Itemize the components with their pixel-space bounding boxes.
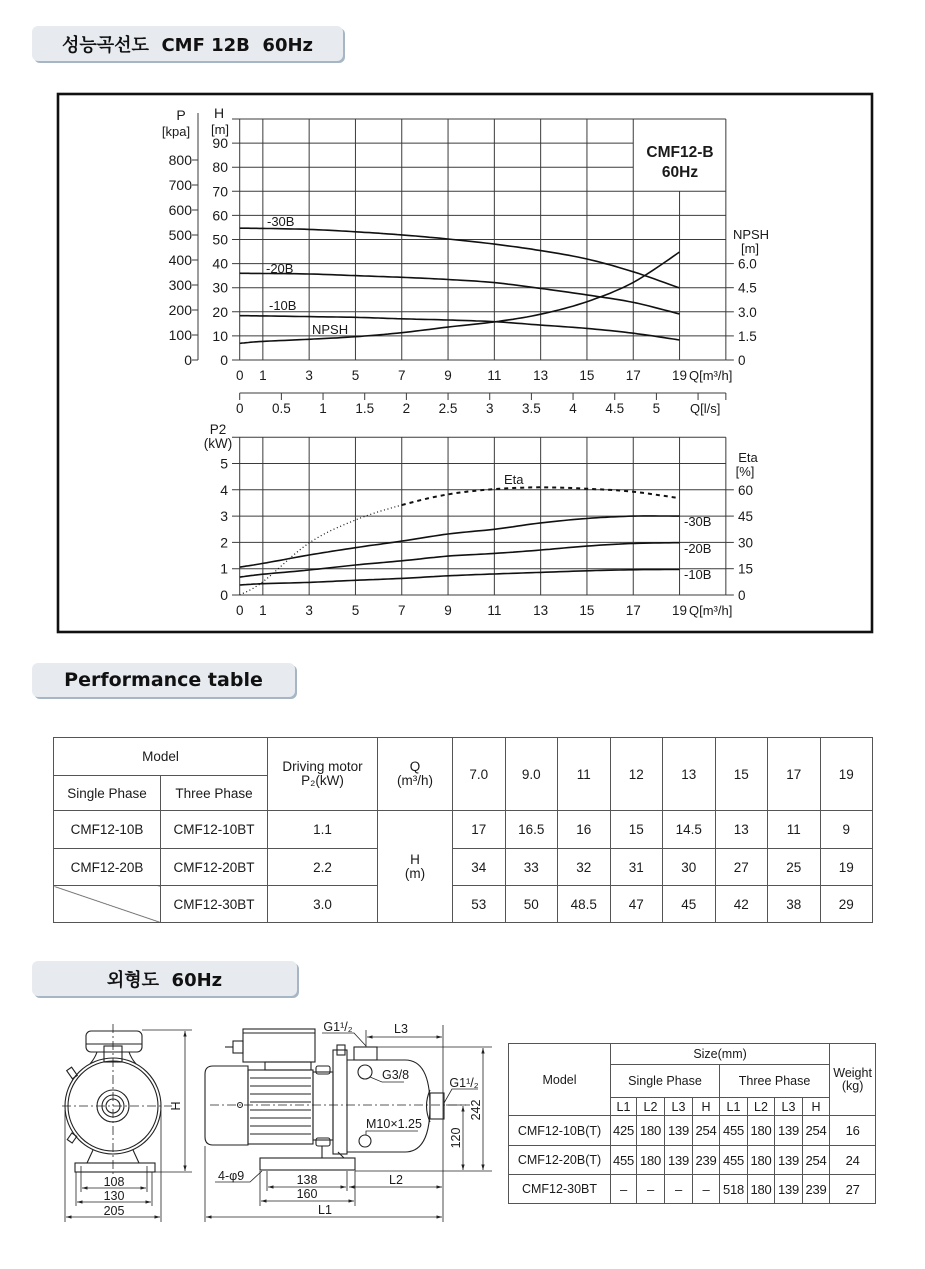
series-label-10b-power: -10B bbox=[684, 567, 712, 582]
series-label-20b: -20B bbox=[266, 261, 294, 276]
chart-frame bbox=[58, 94, 872, 632]
dim-l1: L1 bbox=[318, 1203, 332, 1217]
dim-242: 242 bbox=[469, 1099, 483, 1121]
size-value: 139 bbox=[775, 1116, 803, 1146]
power-axis-unit: (kW) bbox=[203, 436, 233, 451]
dim-l3: L3 bbox=[394, 1022, 408, 1036]
flow-ls-tick-label: 1.5 bbox=[355, 401, 375, 416]
power-efficiency-chart bbox=[220, 437, 753, 618]
size-value: 180 bbox=[748, 1175, 775, 1204]
empty-diagonal-cell bbox=[54, 886, 161, 923]
flow-ls-tick-label: 2 bbox=[402, 401, 411, 416]
flow-tick-label: 17 bbox=[625, 368, 641, 383]
size-weight: 27 bbox=[830, 1175, 876, 1204]
flow-tick-label: 15 bbox=[579, 603, 595, 618]
head-value: 19 bbox=[820, 849, 873, 886]
dim-l2: L2 bbox=[389, 1173, 403, 1187]
flow-ls-tick-label: 3.5 bbox=[521, 401, 541, 416]
size-col-header: L1 bbox=[720, 1098, 748, 1116]
flow-tick-label: 11 bbox=[487, 603, 502, 618]
flow-value: 17 bbox=[768, 738, 821, 811]
size-value: 254 bbox=[693, 1116, 720, 1146]
flow-ls-tick-label: 5 bbox=[652, 401, 661, 416]
head-tick-label: 0 bbox=[220, 352, 228, 368]
power-tick-label: 2 bbox=[220, 534, 228, 551]
series-label-eta: Eta bbox=[504, 472, 524, 487]
npsh-tick-label: 1.5 bbox=[738, 328, 757, 344]
head-value: 17 bbox=[453, 811, 506, 849]
size-model: CMF12-20B(T) bbox=[509, 1146, 611, 1175]
series-label-npsh: NPSH bbox=[312, 322, 349, 337]
flow-value: 15 bbox=[715, 738, 768, 811]
dim-160: 160 bbox=[296, 1187, 318, 1201]
head-value: 27 bbox=[715, 849, 768, 886]
head-value: 30 bbox=[663, 849, 716, 886]
header-flow-label: Q bbox=[409, 759, 421, 774]
head-value: 11 bbox=[768, 811, 821, 849]
flow-tick-label: 11 bbox=[487, 368, 502, 383]
power-tick-label: 1 bbox=[220, 560, 228, 577]
head-value: 32 bbox=[558, 849, 611, 886]
pressure-axis-unit: [kpa] bbox=[161, 124, 191, 139]
curve-30b bbox=[240, 228, 680, 288]
size-header-weight bbox=[830, 1044, 876, 1116]
chart-title-model: CMF12-B bbox=[646, 144, 714, 161]
size-header-single-phase: Single Phase bbox=[611, 1065, 720, 1098]
gauge-port-label: G3/8 bbox=[382, 1068, 410, 1082]
flow-tick-label: 7 bbox=[397, 368, 406, 383]
flow-ls-tick-label: 3 bbox=[485, 401, 494, 416]
head-value: 9 bbox=[820, 811, 873, 849]
flow-value: 12 bbox=[610, 738, 663, 811]
flow-value: 9.0 bbox=[505, 738, 558, 811]
size-value: 239 bbox=[693, 1146, 720, 1175]
size-col-header: L2 bbox=[637, 1098, 665, 1116]
size-table bbox=[508, 1043, 876, 1204]
flow-ls-tick-label: 0.5 bbox=[271, 401, 291, 416]
head-tick-label: 90 bbox=[212, 135, 228, 152]
power-tick-label: 5 bbox=[220, 455, 228, 472]
npsh-tick-label: 4.5 bbox=[738, 280, 757, 296]
inlet-side-thread-label: G1¹/₂ bbox=[449, 1076, 479, 1090]
three-phase-model: CMF12-30BT bbox=[161, 886, 268, 923]
size-value: 455 bbox=[720, 1146, 748, 1175]
flow-value: 7.0 bbox=[453, 738, 506, 811]
size-value: 455 bbox=[720, 1116, 748, 1146]
single-phase-model: CMF12-20B bbox=[54, 849, 161, 886]
header-head-label: H bbox=[410, 851, 420, 867]
dim-height-label: H bbox=[169, 1101, 183, 1111]
size-value: – bbox=[665, 1175, 693, 1204]
performance-table bbox=[53, 737, 873, 923]
size-value: 180 bbox=[637, 1116, 665, 1146]
pressure-axis-label: P bbox=[176, 107, 186, 123]
mount-holes-label: 4-φ9 bbox=[218, 1169, 245, 1183]
size-value: 239 bbox=[803, 1175, 830, 1204]
head-tick-label: 60 bbox=[212, 207, 228, 224]
head-value: 29 bbox=[820, 886, 873, 923]
header-driving-motor-label: Driving motor bbox=[282, 759, 363, 774]
size-model: CMF12-30BT bbox=[509, 1175, 611, 1204]
size-col-header: L3 bbox=[665, 1098, 693, 1116]
head-value: 13 bbox=[715, 811, 768, 849]
size-col-header: L1 bbox=[611, 1098, 637, 1116]
eta-tick-label: 15 bbox=[738, 561, 754, 577]
flow-ls-tick-label: 0 bbox=[235, 401, 244, 416]
size-value: 180 bbox=[748, 1116, 775, 1146]
header-three-phase: Three Phase bbox=[161, 776, 268, 811]
series-label-10b: -10B bbox=[269, 298, 297, 313]
header-head-unit: (m) bbox=[404, 865, 426, 881]
size-header-model: Model bbox=[509, 1044, 611, 1116]
npsh-tick-label: 0 bbox=[738, 353, 746, 368]
drain-port-label: M10×1.25 bbox=[366, 1117, 422, 1131]
header-flow-unit: (m³/h) bbox=[397, 773, 433, 788]
header-flow bbox=[378, 738, 453, 811]
size-model: CMF12-10B(T) bbox=[509, 1116, 611, 1146]
head-value: 15 bbox=[610, 811, 663, 849]
flow-tick-label: 1 bbox=[259, 368, 267, 383]
flow-ls-axis-label: Q[l/s] bbox=[690, 401, 721, 416]
size-value: 254 bbox=[803, 1116, 830, 1146]
power-curve-20b bbox=[240, 543, 680, 577]
head-tick-label: 70 bbox=[212, 183, 228, 200]
npsh-tick-label: 3.0 bbox=[738, 304, 757, 320]
dimension-drawing-title: 외형도 60Hz bbox=[32, 961, 297, 996]
flow-ls-tick-label: 2.5 bbox=[438, 401, 458, 416]
dim-130: 130 bbox=[103, 1189, 125, 1203]
flow-ls-tick-label: 4.5 bbox=[605, 401, 625, 416]
flow-value: 19 bbox=[820, 738, 873, 811]
flow-tick-label: 1 bbox=[259, 603, 267, 618]
head-value: 53 bbox=[453, 886, 506, 923]
flow-axis-label-2: Q[m³/h] bbox=[689, 603, 733, 618]
power-curve-30b bbox=[240, 516, 680, 567]
flow-tick-label: 7 bbox=[397, 603, 406, 618]
header-single-phase: Single Phase bbox=[54, 776, 161, 811]
head-value: 34 bbox=[453, 849, 506, 886]
side-view bbox=[205, 1020, 492, 1222]
header-driving-motor-unit: P₂(kW) bbox=[301, 773, 344, 788]
size-weight: 16 bbox=[830, 1116, 876, 1146]
flow-tick-label: 13 bbox=[533, 603, 549, 618]
power-tick-label: 3 bbox=[220, 508, 228, 525]
outlet-top-thread-label: G1¹/₂ bbox=[323, 1020, 353, 1034]
size-header-weight-unit: (kg) bbox=[841, 1078, 864, 1093]
flow-tick-label: 9 bbox=[444, 368, 452, 383]
table-row bbox=[54, 811, 873, 849]
eta-axis-unit: [%] bbox=[735, 464, 755, 479]
size-header-three-phase: Three Phase bbox=[720, 1065, 830, 1098]
pressure-tick-label: 800 bbox=[168, 152, 192, 168]
chart-title-frequency: 60Hz bbox=[661, 164, 699, 181]
performance-curve-title: 성능곡선도 CMF 12B 60Hz bbox=[32, 26, 343, 61]
dimension-drawing bbox=[0, 1010, 500, 1235]
flow-tick-label: 13 bbox=[533, 368, 549, 383]
size-value: – bbox=[637, 1175, 665, 1204]
dim-120: 120 bbox=[449, 1127, 463, 1149]
size-value: 180 bbox=[748, 1146, 775, 1175]
flow-tick-label: 0 bbox=[235, 603, 244, 618]
size-value: 425 bbox=[611, 1116, 637, 1146]
head-value: 31 bbox=[610, 849, 663, 886]
pressure-tick-label: 300 bbox=[168, 277, 192, 293]
size-value: 139 bbox=[775, 1175, 803, 1204]
head-value: 25 bbox=[768, 849, 821, 886]
size-col-header: L3 bbox=[775, 1098, 803, 1116]
size-col-header: H bbox=[693, 1098, 720, 1116]
size-weight: 24 bbox=[830, 1146, 876, 1175]
size-value: 139 bbox=[665, 1146, 693, 1175]
flow-axis-label: Q[m³/h] bbox=[689, 368, 733, 383]
flow-tick-label: 17 bbox=[625, 603, 641, 618]
series-label-30b: -30B bbox=[267, 214, 295, 229]
npsh-axis-label: NPSH bbox=[732, 227, 770, 242]
eta-tick-label: 45 bbox=[738, 509, 754, 525]
power-axis-label: P2 bbox=[209, 422, 227, 437]
flow-tick-label: 5 bbox=[351, 603, 360, 618]
dim-205: 205 bbox=[103, 1204, 125, 1218]
flow-tick-label: 19 bbox=[672, 603, 688, 618]
pressure-tick-label: 0 bbox=[184, 352, 192, 368]
front-view bbox=[62, 1024, 192, 1222]
table-row bbox=[54, 886, 873, 923]
flow-tick-label: 3 bbox=[305, 368, 313, 383]
pressure-tick-label: 500 bbox=[168, 227, 192, 243]
npsh-tick-label: 6.0 bbox=[738, 256, 757, 272]
header-head bbox=[378, 811, 453, 923]
dim-108: 108 bbox=[103, 1175, 125, 1189]
eta-tick-label: 30 bbox=[738, 535, 754, 551]
size-col-header: L2 bbox=[748, 1098, 775, 1116]
series-label-30b-power: -30B bbox=[684, 514, 712, 529]
pressure-tick-label: 400 bbox=[168, 252, 192, 268]
eta-axis-label: Eta bbox=[738, 450, 758, 465]
table-row bbox=[509, 1175, 876, 1204]
table-row bbox=[509, 1146, 876, 1175]
head-value: 16.5 bbox=[505, 811, 558, 849]
size-value: – bbox=[693, 1175, 720, 1204]
pressure-tick-label: 100 bbox=[168, 327, 192, 343]
head-value: 47 bbox=[610, 886, 663, 923]
size-value: 139 bbox=[775, 1146, 803, 1175]
single-phase-model: CMF12-10B bbox=[54, 811, 161, 849]
pressure-tick-label: 600 bbox=[168, 202, 192, 218]
flow-tick-label: 9 bbox=[444, 603, 452, 618]
size-value: – bbox=[611, 1175, 637, 1204]
size-header-size: Size(mm) bbox=[611, 1044, 830, 1065]
head-axis-unit: [m] bbox=[210, 122, 230, 137]
header-driving-motor bbox=[268, 738, 378, 811]
pressure-tick-label: 200 bbox=[168, 302, 192, 318]
motor-power: 3.0 bbox=[268, 886, 378, 923]
head-tick-label: 80 bbox=[212, 159, 228, 176]
flow-ls-tick-label: 1 bbox=[319, 401, 327, 416]
head-tick-label: 10 bbox=[212, 327, 228, 344]
flow-tick-label: 15 bbox=[579, 368, 595, 383]
eta-tick-label: 0 bbox=[738, 588, 746, 603]
head-value: 45 bbox=[663, 886, 716, 923]
size-col-header: H bbox=[803, 1098, 830, 1116]
size-value: 139 bbox=[665, 1116, 693, 1146]
flow-ls-tick-label: 4 bbox=[569, 401, 577, 416]
motor-power: 1.1 bbox=[268, 811, 378, 849]
three-phase-model: CMF12-20BT bbox=[161, 849, 268, 886]
head-tick-label: 20 bbox=[212, 303, 228, 320]
head-tick-label: 30 bbox=[212, 279, 228, 296]
head-tick-label: 50 bbox=[212, 231, 228, 248]
head-value: 50 bbox=[505, 886, 558, 923]
curve-20b bbox=[240, 273, 680, 314]
head-axis-label: H bbox=[213, 105, 225, 121]
flow-value: 11 bbox=[558, 738, 611, 811]
dim-138: 138 bbox=[296, 1173, 318, 1187]
size-value: 180 bbox=[637, 1146, 665, 1175]
power-tick-label: 4 bbox=[220, 481, 228, 498]
size-value: 254 bbox=[803, 1146, 830, 1175]
flow-tick-label: 3 bbox=[305, 603, 313, 618]
power-tick-label: 0 bbox=[220, 587, 228, 603]
flow-tick-label: 5 bbox=[351, 368, 360, 383]
head-value: 14.5 bbox=[663, 811, 716, 849]
head-value: 38 bbox=[768, 886, 821, 923]
performance-table-title: Performance table bbox=[32, 663, 295, 697]
size-value: 455 bbox=[611, 1146, 637, 1175]
eta-tick-label: 60 bbox=[738, 482, 754, 498]
three-phase-model: CMF12-10BT bbox=[161, 811, 268, 849]
flow-value: 13 bbox=[663, 738, 716, 811]
size-value: 518 bbox=[720, 1175, 748, 1204]
head-tick-label: 40 bbox=[212, 255, 228, 272]
flow-tick-label: 19 bbox=[672, 368, 688, 383]
head-value: 42 bbox=[715, 886, 768, 923]
motor-power: 2.2 bbox=[268, 849, 378, 886]
series-label-20b-power: -20B bbox=[684, 541, 712, 556]
table-row bbox=[509, 1116, 876, 1146]
table-row bbox=[54, 849, 873, 886]
head-value: 33 bbox=[505, 849, 558, 886]
size-header-weight-label: Weight bbox=[833, 1065, 872, 1080]
npsh-axis-unit: [m] bbox=[740, 241, 760, 256]
power-curve-10b bbox=[240, 570, 680, 586]
header-model: Model bbox=[54, 738, 268, 776]
head-value: 16 bbox=[558, 811, 611, 849]
flow-tick-label: 0 bbox=[235, 368, 244, 383]
head-value: 48.5 bbox=[558, 886, 611, 923]
pressure-tick-label: 700 bbox=[168, 177, 192, 193]
